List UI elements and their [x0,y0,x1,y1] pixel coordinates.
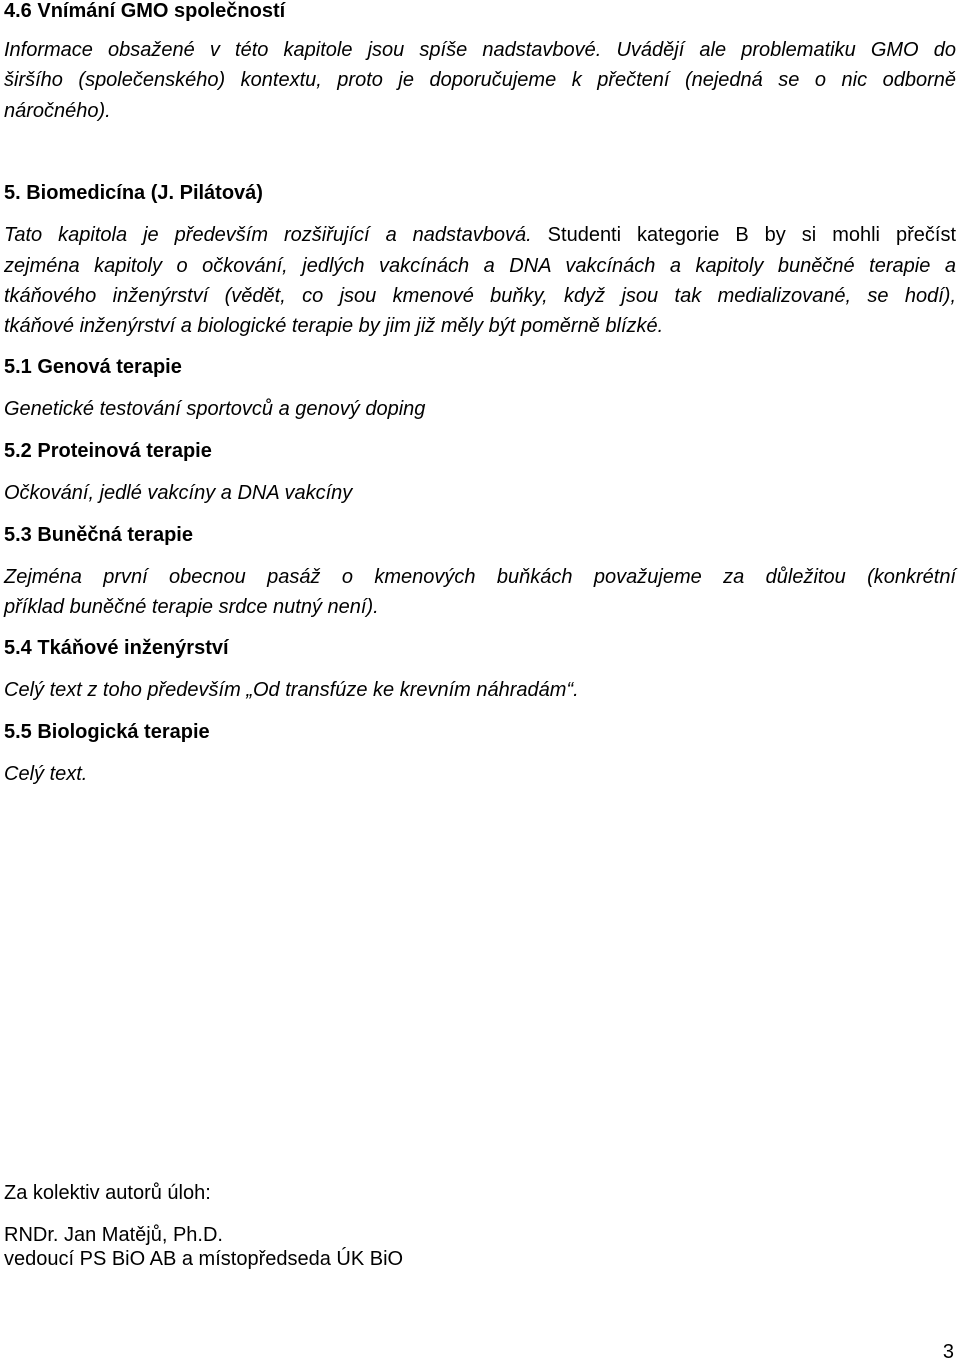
section-5-4-heading: 5.4 Tkáňové inženýrství [4,637,229,659]
chapter-5-note-line-1 [4,223,956,247]
chapter-5-note-italic: Tato kapitola je především rozšiřující a nadstavbová. [4,224,532,246]
chapter-5-heading: 5. Biomedicína (J. Pilátová) [4,182,263,204]
author-role: vedoucí PS BiO AB a místopředseda ÚK BiO [4,1248,404,1270]
section-5-2-text: Očkování, jedlé vakcíny a DNA vakcíny [4,482,353,504]
section-5-5-heading: 5.5 Biologická terapie [4,721,210,743]
section-4-6-intro-line-3: náročného). [4,100,111,122]
section-5-3-heading: 5.3 Buněčná terapie [4,524,193,546]
authors-label: Za kolektiv autorů úloh: [4,1182,211,1204]
section-5-4-text: Celý text z toho především „Od transfúze ke krevním náhradám“. [4,679,579,701]
section-5-3-text-line-1: Zejména první obecnou pasáž o kmenových buňkách považujeme za důležitou (konkrétní [4,566,956,588]
section-5-1-text: Genetické testování sportovců a genový doping [4,398,426,420]
chapter-5-note-line-4: tkáňové inženýrství a biologické terapie by jim již měly být poměrně blízké. [4,315,664,337]
author-name: RNDr. Jan Matějů, Ph.D. [4,1224,223,1246]
chapter-5-note-line-2: zejména kapitoly o očkování, jedlých vakcínách a DNA vakcínách a kapitoly buněčné terapie a [4,255,956,277]
page-number: 3 [942,1341,954,1363]
section-5-2-heading: 5.2 Proteinová terapie [4,440,212,462]
section-4-6-intro-line-1: Informace obsažené v této kapitole jsou spíše nadstavbové. Uvádějí ale problematiku GMO do [4,39,956,61]
chapter-5-note-line-3: tkáňového inženýrství (vědět, co jsou kmenové buňky, když jsou tak medializované, se hodí), [4,285,956,307]
section-4-6-heading: 4.6 Vnímání GMO společností [4,0,286,22]
section-5-5-text: Celý text. [4,763,88,785]
chapter-5-note-normal: Studenti kategorie B by si mohli přečíst [547,224,956,246]
section-4-6-intro-line-2: širšího (společenského) kontextu, proto je doporučujeme k přečtení (nejedná se o nic odborně [4,69,956,91]
section-5-3-text-line-2: příklad buněčné terapie srdce nutný není). [4,596,379,618]
section-5-1-heading: 5.1 Genová terapie [4,356,182,378]
